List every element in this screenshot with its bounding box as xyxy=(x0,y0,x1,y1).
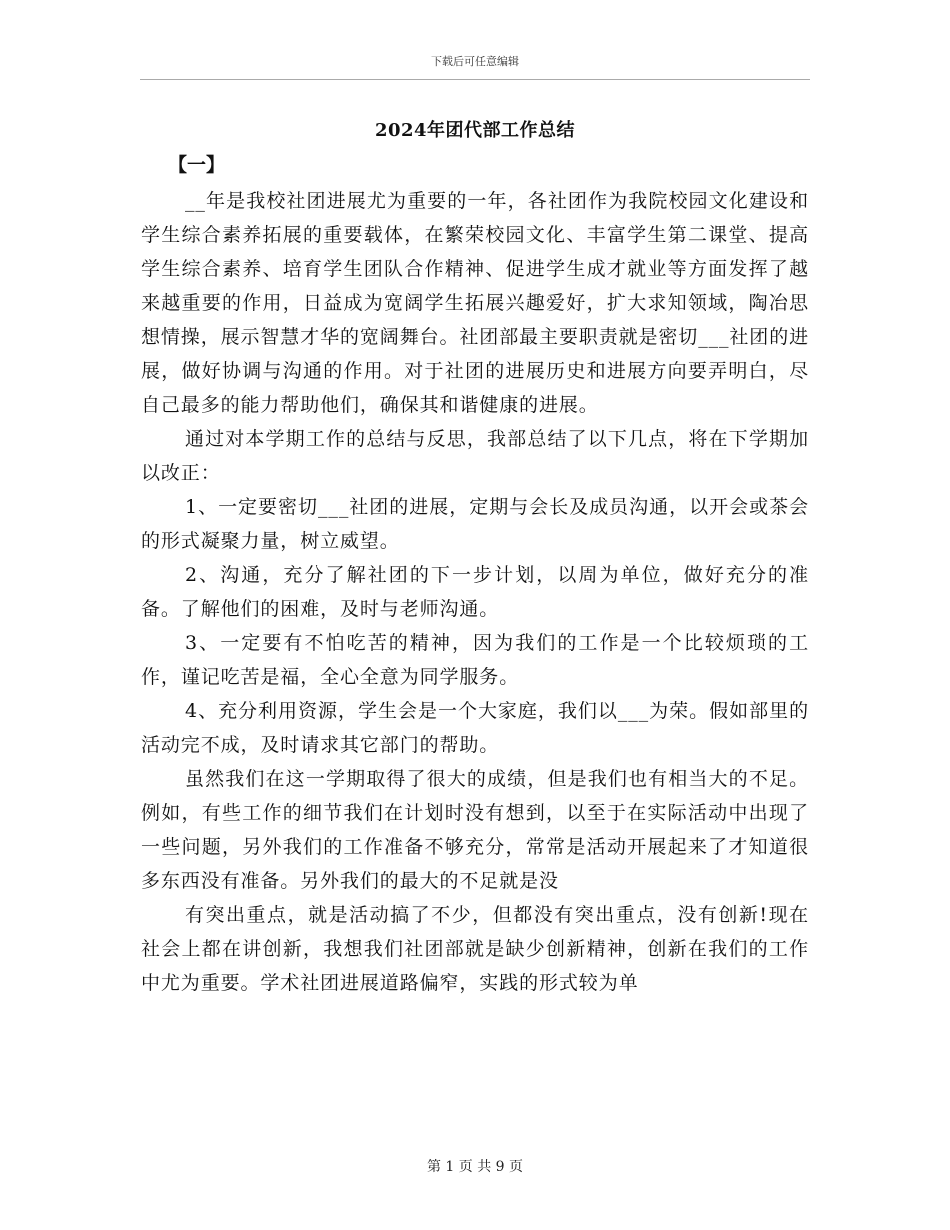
document-body xyxy=(141,184,809,1000)
paragraph: 有突出重点，就是活动搞了不少，但都没有突出重点，没有创新!现在社会上都在讲创新，我想我们社团部就是缺少创新精神，创新在我们的工作中尤为重要。学术社团进展道路偏窄，实践的形式较为单 xyxy=(141,904,809,994)
paragraph: 1、一定要密切___社团的进展，定期与会长及成员沟通，以开会或茶会的形式凝聚力量，树立威望。 xyxy=(141,496,809,552)
section-heading: 【一】 xyxy=(168,154,226,176)
paragraph: 4、充分利用资源，学生会是一个大家庭，我们以___为荣。假如部里的活动完不成，及时请求其它部门的帮助。 xyxy=(141,700,809,756)
header-note: 下载后可任意编辑 xyxy=(431,55,519,68)
page-number: 第 1 页 共 9 页 xyxy=(426,1159,524,1175)
paragraph: 3、一定要有不怕吃苦的精神，因为我们的工作是一个比较烦琐的工作，谨记吃苦是福，全心全意为同学服务。 xyxy=(141,632,809,688)
paragraph: 通过对本学期工作的总结与反思，我部总结了以下几点，将在下学期加以改正： xyxy=(141,428,809,484)
paragraph: 2、沟通，充分了解社团的下一步计划，以周为单位，做好充分的准备。了解他们的困难，及时与老师沟通。 xyxy=(141,564,809,620)
paragraph: __年是我校社团进展尤为重要的一年，各社团作为我院校园文化建设和学生综合素养拓展的重要载体，在繁荣校园文化、丰富学生第二课堂、提高学生综合素养、培育学生团队合作精神、促进学生成才就业等方面发挥了越来越重要的作用，日益成为宽阔学生拓展兴趣爱好，扩大求知领域，陶冶思想情操，展示智慧才华的宽阔舞台。社团部最主要职责就是密切___社团的进展，做好协调与沟通的作用。对于社团的进展历史和进展方向要弄明白，尽自己最多的能力帮助他们，确保其和谐健康的进展。 xyxy=(141,190,810,416)
header-divider xyxy=(140,79,810,80)
document-title: 2024年团代部工作总结 xyxy=(374,120,576,141)
paragraph: 虽然我们在这一学期取得了很大的成绩，但是我们也有相当大的不足。例如，有些工作的细节我们在计划时没有想到，以至于在实际活动中出现了一些问题，另外我们的工作准备不够充分，常常是活动开展起来了才知道很多东西没有准备。另外我们的最大的不足就是没 xyxy=(141,768,809,892)
